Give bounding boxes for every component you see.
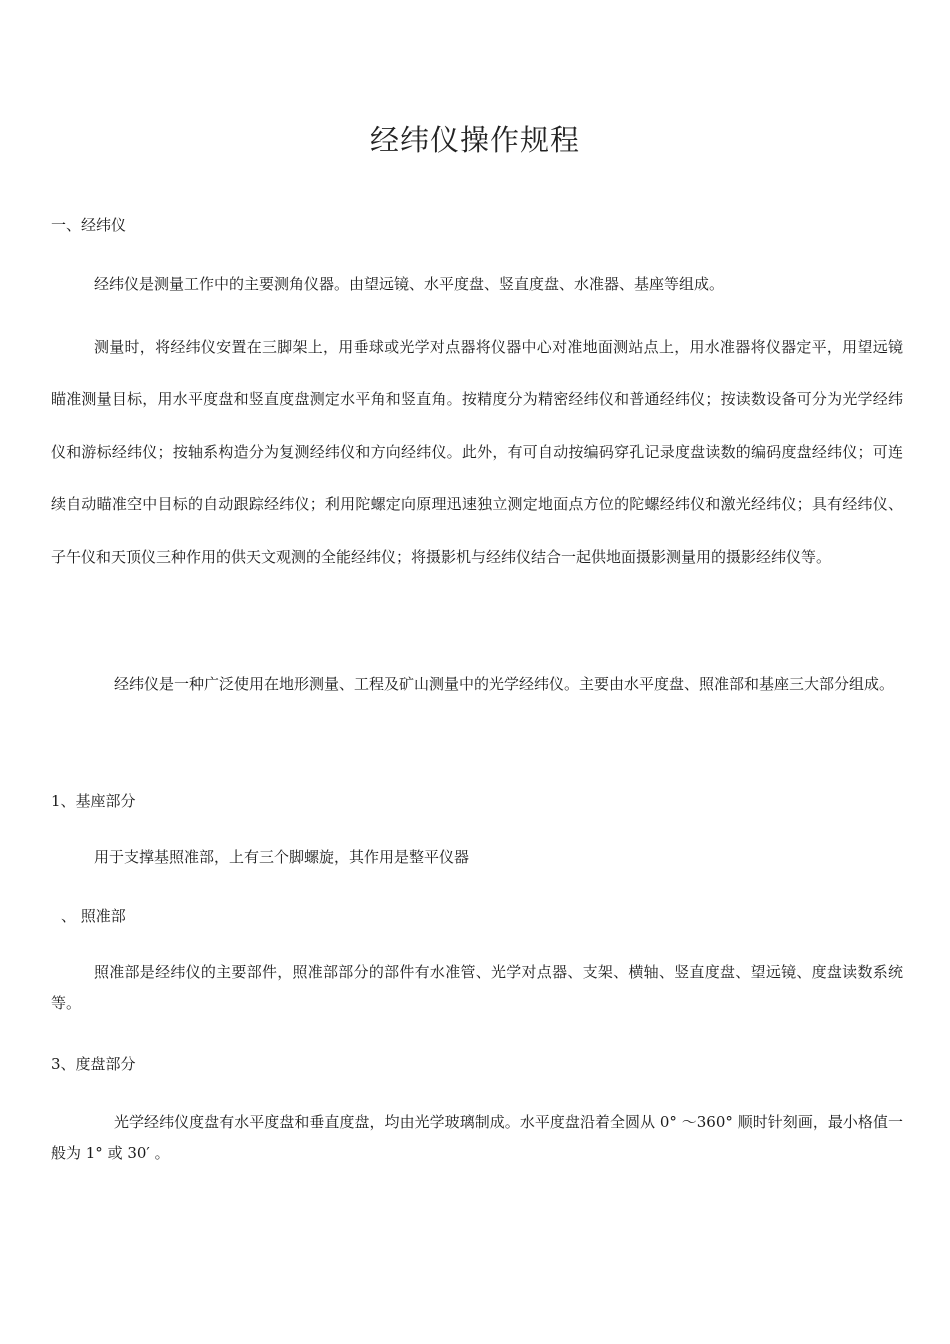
- paragraph-dj6: 经纬仪是一种广泛使用在地形测量、工程及矿山测量中的光学经纬仪。主要由水平度盘、照准部和基座三大部分组成。: [114, 675, 895, 693]
- subsection-3-text: 光学经纬仪度盘有水平度盘和垂直度盘，均由光学玻璃制成。水平度盘沿着全圆从 0° ～360° 顺时针刻画，最小格值一般为 1° 或 30′ 。: [51, 1113, 903, 1162]
- subsection-2-heading: 、 照准部: [61, 907, 126, 925]
- subsection-2-text: 照准部是经纬仪的主要部件，照准部部分的部件有水准管、光学对点器、支架、横轴、竖直度盘、望远镜、度盘读数系统等。: [51, 963, 903, 1012]
- subsection-1-text: 用于支撑基照准部，上有三个脚螺旋，其作用是整平仪器: [94, 848, 470, 866]
- document-title: 经纬仪操作规程: [369, 123, 580, 157]
- subsection-3-heading: 3、度盘部分: [51, 1055, 136, 1073]
- paragraph-usage: 测量时，将经纬仪安置在三脚架上，用垂球或光学对点器将仪器中心对准地面测站点上，用水准器将仪器定平，用望远镜瞄准测量目标，用水平度盘和竖直度盘测定水平角和竖直角。按精度分为精密经纬仪和普通经纬仪；按读数设备可分为光学经纬仪和游标经纬仪；按轴系构造分为复测经纬仪和方向经纬仪。此外，有可自动按编码穿孔记录度盘读数的编码度盘经纬仪；可连续自动瞄准空中目标的自动跟踪经纬仪；利用陀螺定向原理迅速独立测定地面点方位的陀螺经纬仪和激光经纬仪；具有经纬仪、子午仪和天顶仪三种作用的供天文观测的全能经纬仪；将摄影机与经纬仪结合一起供地面摄影测量用的摄影经纬仪等。: [51, 338, 903, 566]
- subsection-1-heading: 1、基座部分: [51, 792, 136, 810]
- section-1-heading: 一、经纬仪: [51, 216, 127, 234]
- paragraph-intro: 经纬仪是测量工作中的主要测角仪器。由望远镜、水平度盘、竖直度盘、水准器、基座等组成。: [94, 275, 725, 293]
